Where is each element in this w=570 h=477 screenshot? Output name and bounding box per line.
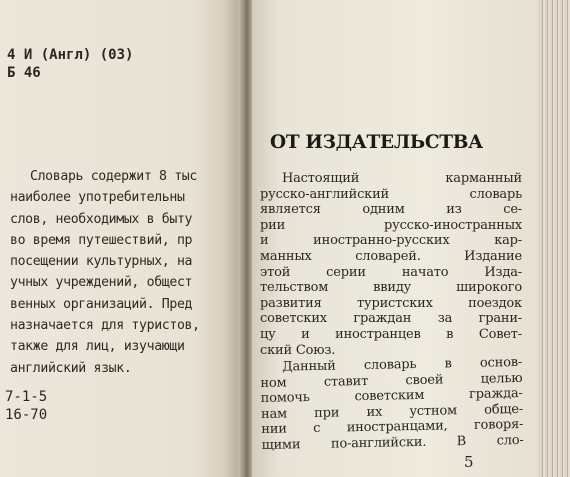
- text-line: советских граждан за грани-: [260, 311, 522, 327]
- annotation-line: Словарь содержит 8 тыс: [30, 169, 197, 184]
- left-page: [0, 0, 240, 477]
- text-line: тельством ввиду широкого: [260, 280, 522, 296]
- text-line: манных словарей. Издание: [260, 248, 522, 264]
- text-line: щими по-английски. В сло-: [261, 433, 524, 454]
- foreword-paragraph: [260, 171, 522, 358]
- foreword-paragraph: [260, 355, 524, 454]
- foreword-text: [260, 171, 522, 454]
- text-line: нам при их устном обще-: [260, 401, 524, 422]
- text-line: нии с иностранцами, говоря-: [261, 417, 524, 438]
- annotation-line: учных учреждений, общест: [10, 275, 193, 291]
- annotation-line: наиболее употребительны: [10, 190, 185, 206]
- text-line: Данный словарь в основ-: [281, 355, 523, 375]
- classification-code-line: Б 46: [7, 65, 41, 81]
- print-codes: [5, 388, 47, 424]
- annotation-line: слов, необходимых в быту: [10, 211, 193, 227]
- text-line: ский Союз.: [260, 342, 336, 358]
- text-line: Настоящий карманный: [282, 171, 522, 186]
- book-annotation: [10, 166, 240, 379]
- right-page: [252, 0, 542, 477]
- text-line: этой серии начато Изда-: [260, 264, 522, 280]
- print-code-line: 7-1-5: [5, 389, 48, 405]
- page-number: 5: [464, 453, 474, 471]
- text-line: рии русско-иностранных: [260, 217, 522, 233]
- section-heading: ОТ ИЗДАТЕЛЬСТВА: [270, 132, 483, 153]
- annotation-line: посещении культурных, на: [10, 254, 193, 270]
- annotation-line: назначается для туристов,: [10, 318, 200, 334]
- annotation-line: также для лиц, изучающи: [10, 339, 185, 355]
- text-line: помочь советским гражда-: [260, 386, 523, 407]
- text-line: русско-английский словарь: [260, 186, 522, 202]
- text-line: ном ставит своей целью: [260, 370, 523, 391]
- annotation-line: венных организаций. Пред: [10, 296, 193, 312]
- classification-codes: [7, 46, 133, 82]
- annotation-line: во время путешествий, пр: [10, 232, 193, 248]
- text-line: развития туристских поездок: [260, 295, 522, 311]
- classification-code-line: 4 И (Англ) (03): [7, 47, 134, 63]
- text-line: цу и иностранцев в Совет-: [260, 326, 522, 342]
- annotation-line: английский язык.: [10, 360, 132, 376]
- page-stack-edge: [540, 0, 570, 477]
- text-line: и иностранно-русских кар-: [260, 233, 522, 249]
- print-code-line: 16-70: [5, 407, 48, 423]
- text-line: является одним из се-: [260, 202, 522, 218]
